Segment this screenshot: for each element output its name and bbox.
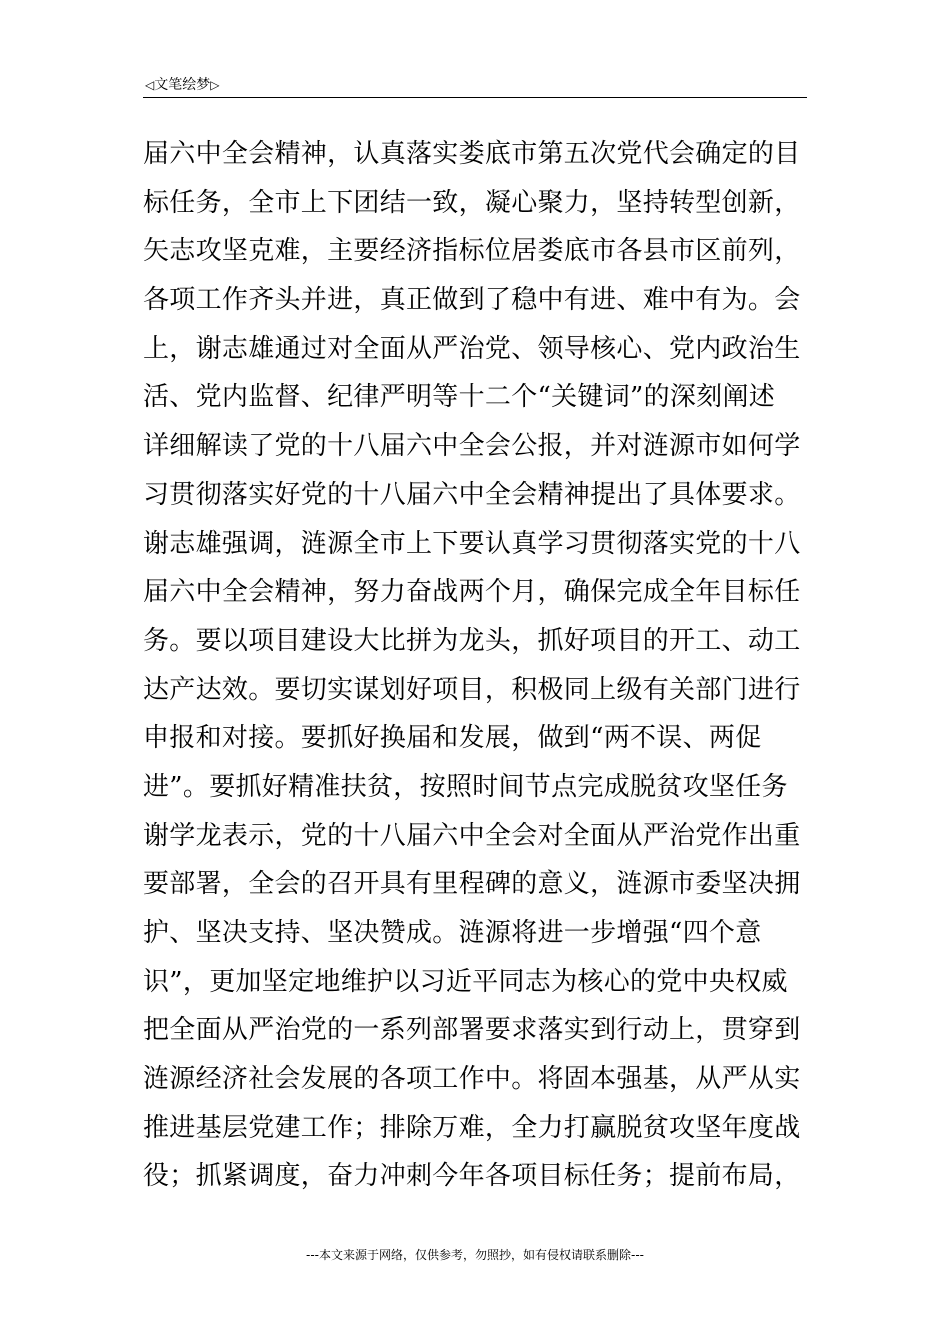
text-line: 届六中全会精神，努力奋战两个月，确保完成全年目标任	[143, 577, 801, 608]
text-line: 谢学龙表示，党的十八届六中全会对全面从严治党作出重	[143, 820, 801, 851]
left-triangle-icon: ◁	[145, 78, 155, 92]
text-line: 涟源经济社会发展的各项工作中。将固本强基，从严从实	[143, 1064, 801, 1095]
header-divider	[143, 97, 807, 98]
text-line: 届六中全会精神，认真落实娄底市第五次党代会确定的目	[143, 139, 801, 169]
right-triangle-icon: ▷	[210, 78, 220, 92]
text-line: 识”，更加坚定地维护以习近平同志为核心的党中央权威	[143, 966, 788, 997]
text-line: 务。要以项目建设大比拼为龙头，抓好项目的开工、动工	[143, 625, 801, 656]
header-title: 文笔绘梦	[154, 77, 211, 93]
text-line: 推进基层党建工作；排除万难，全力打赢脱贫攻坚年度战	[143, 1112, 801, 1143]
document-body	[143, 130, 813, 1201]
text-line: 活、党内监督、纪律严明等十二个“关键词”的深刻阐述	[143, 382, 776, 413]
text-line: 上，谢志雄通过对全面从严治党、领导核心、党内政治生	[143, 333, 801, 364]
text-line: 矢志攻坚克难，主要经济指标位居娄底市各县市区前列，	[143, 236, 801, 267]
page-header	[145, 74, 807, 96]
text-line: 各项工作齐头并进，真正做到了稳中有进、难中有为。会	[143, 285, 801, 316]
text-line: 把全面从严治党的一系列部署要求落实到行动上，贯穿到	[143, 1015, 801, 1046]
text-line: 护、坚决支持、坚决赞成。涟源将进一步增强“四个意	[143, 918, 762, 948]
text-line: 达产达效。要切实谋划好项目，积极同上级有关部门进行	[143, 674, 801, 705]
text-line: 详细解读了党的十八届六中全会公报，并对涟源市如何学	[143, 431, 801, 462]
footer-disclaimer: ---本文来源于网络，仅供参考，勿照抄，如有侵权请联系删除---	[306, 1248, 644, 1262]
text-line: 进”。要抓好精准扶贫，按照时间节点完成脱贫攻坚任务	[143, 771, 788, 802]
text-line: 标任务，全市上下团结一致，凝心聚力，坚持转型创新，	[143, 187, 801, 218]
text-line: 要部署，全会的召开具有里程碑的意义，涟源市委坚决拥	[143, 869, 801, 900]
text-line: 役；抓紧调度，奋力冲刺今年各项目标任务；提前布局，	[143, 1161, 801, 1192]
text-line: 谢志雄强调，涟源全市上下要认真学习贯彻落实党的十八	[143, 528, 801, 559]
text-line: 申报和对接。要抓好换届和发展，做到“两不误、两促	[143, 723, 762, 754]
text-line: 习贯彻落实好党的十八届六中全会精神提出了具体要求。	[143, 479, 801, 510]
